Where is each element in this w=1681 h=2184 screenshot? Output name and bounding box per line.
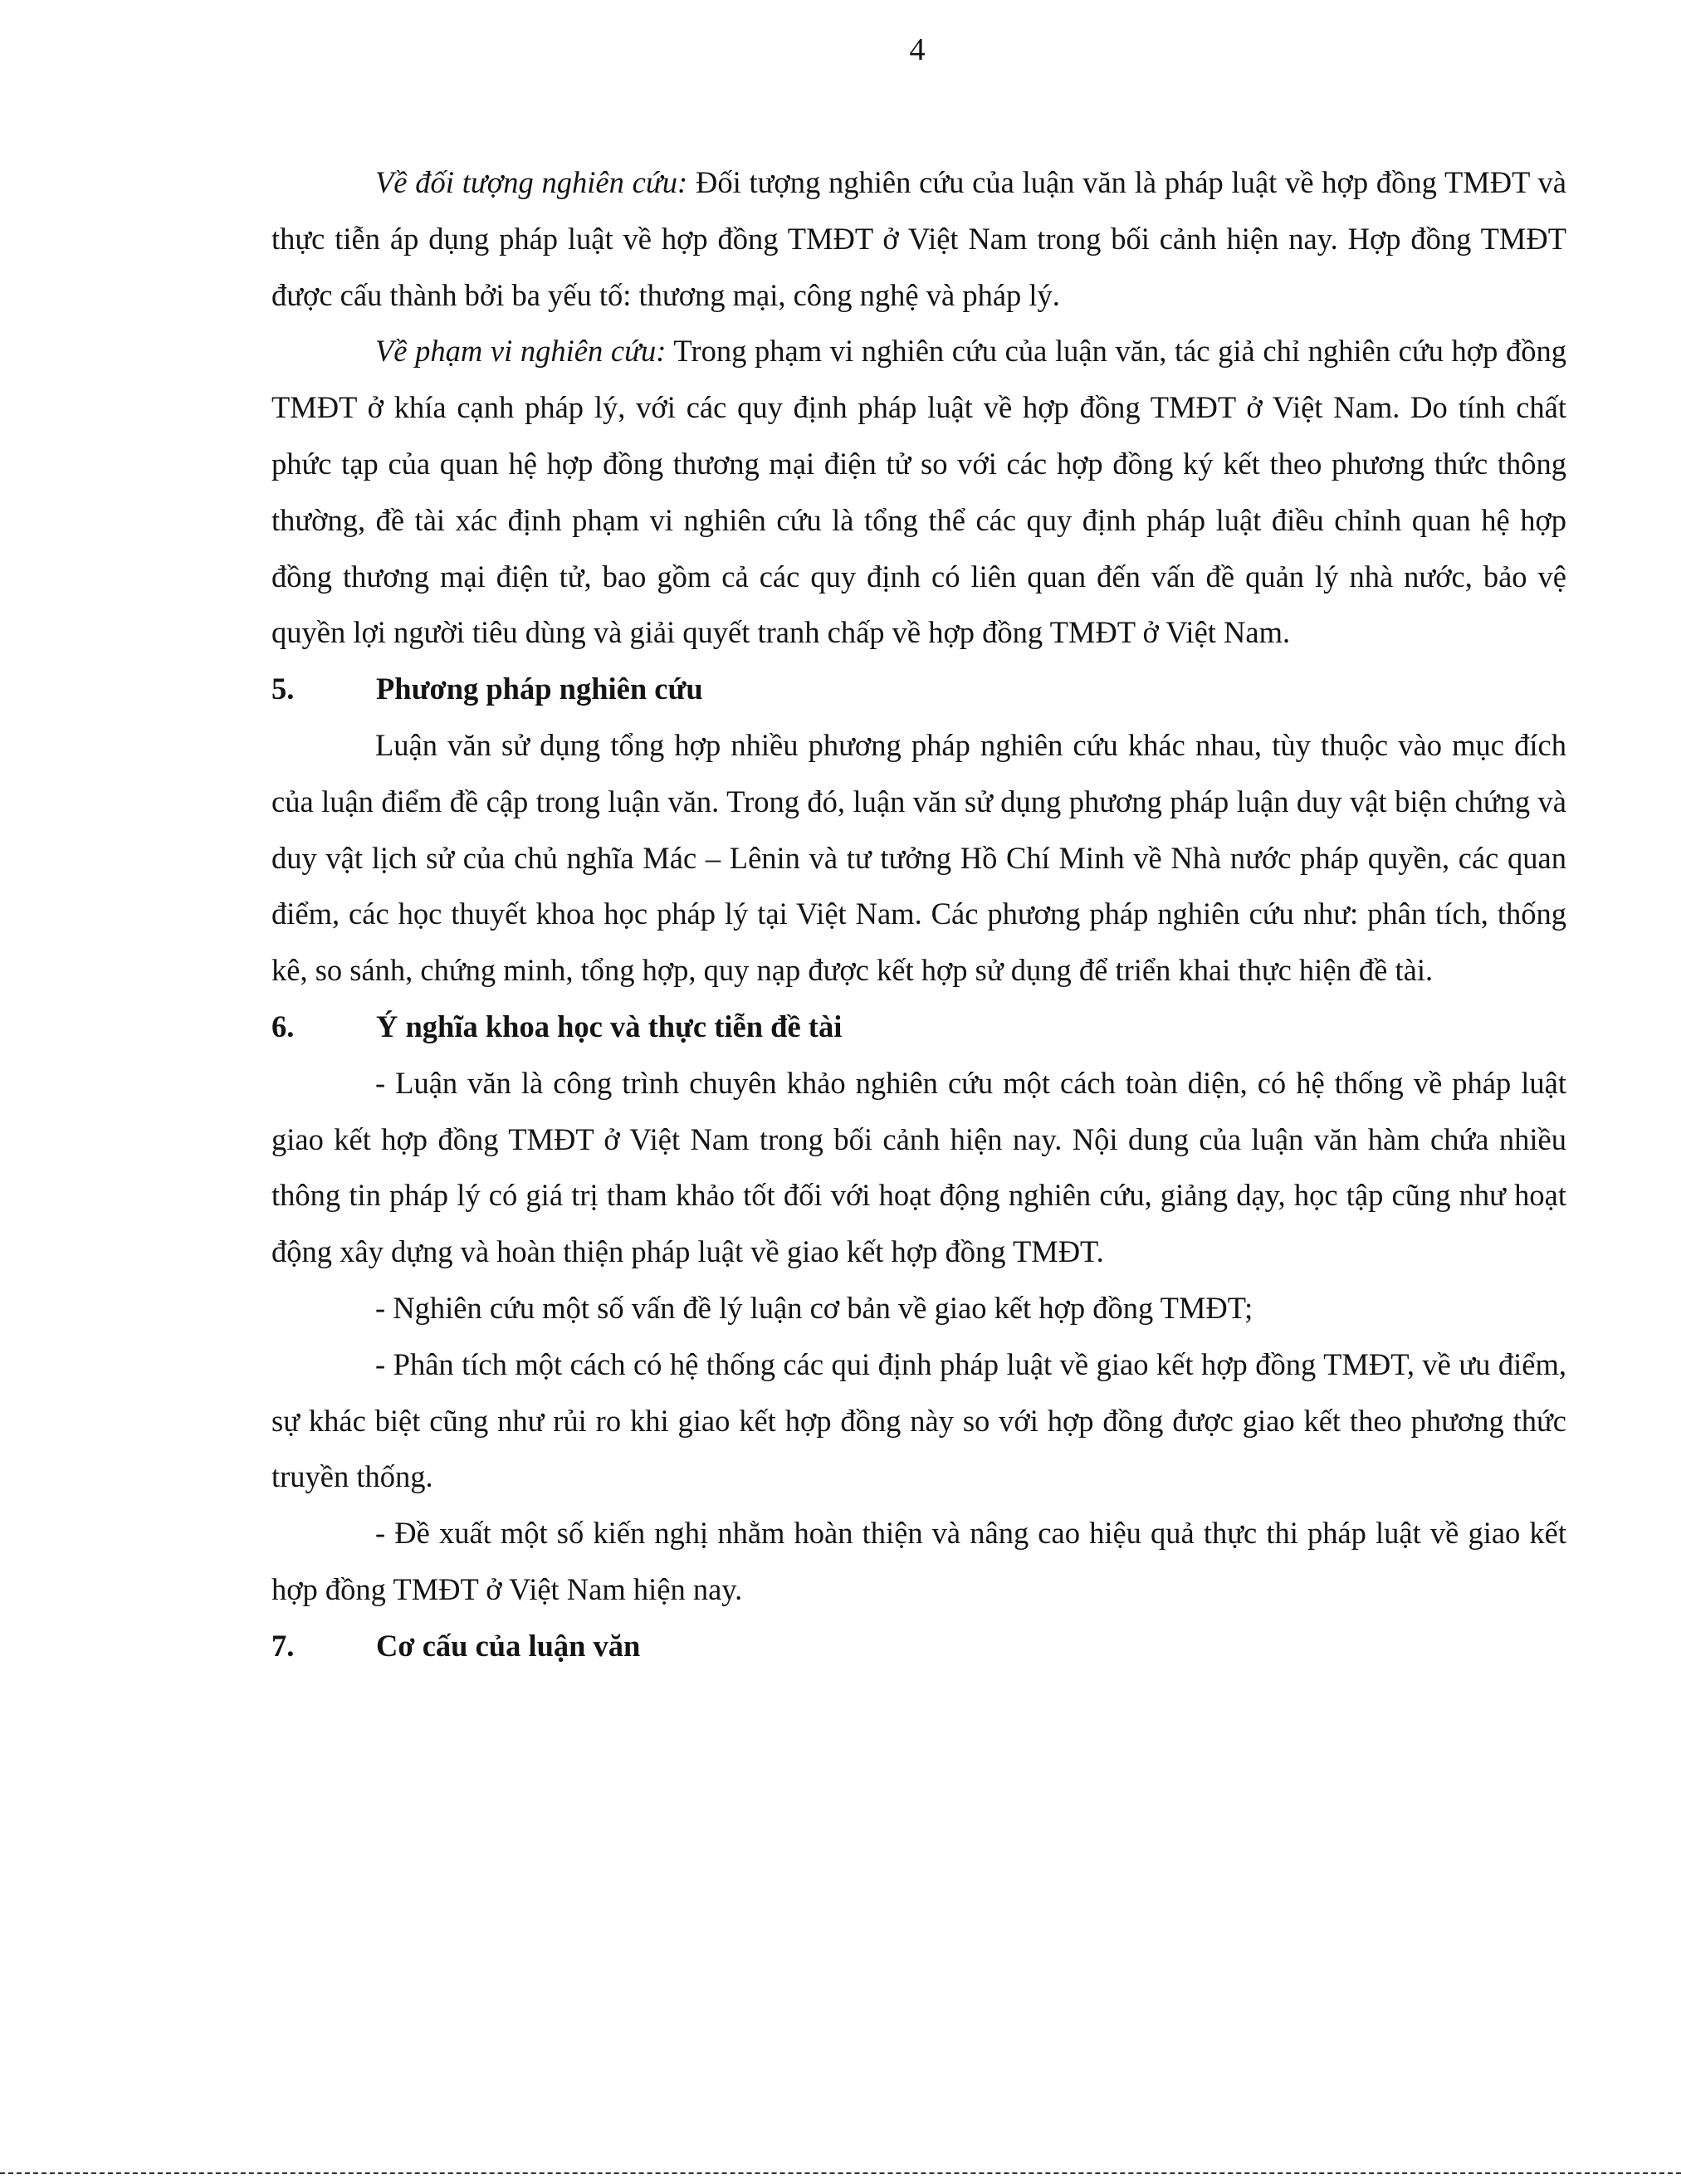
section-heading-structure bbox=[271, 1618, 1566, 1674]
significance-bullet: - Nghiên cứu một số vấn đề lý luận cơ bản về giao kết hợp đồng TMĐT; bbox=[375, 1290, 1253, 1325]
research-object-label: Về đối tượng nghiên cứu: bbox=[375, 165, 688, 199]
page-number: 4 bbox=[909, 32, 926, 67]
significance-bullet: - Phân tích một cách có hệ thống các qui định pháp luật về giao kết hợp đồng TMĐT, về ưu điểm, sự khác biệt cũng như rủi ro khi giao kết hợp đồng này so với hợp đồng được giao kết theo phương thức truyền thống. bbox=[271, 1346, 1566, 1494]
section-number: 5. bbox=[271, 672, 295, 706]
research-scope-label: Về phạm vi nghiên cứu: bbox=[375, 334, 667, 369]
section-heading-significance bbox=[271, 999, 1566, 1055]
page-bottom-dashed-rule bbox=[0, 2172, 1681, 2174]
section-heading-methods bbox=[271, 661, 1566, 717]
section-title: Ý nghĩa khoa học và thực tiễn đề tài bbox=[376, 1009, 843, 1043]
research-object-paragraph bbox=[271, 154, 1566, 323]
research-scope-paragraph bbox=[271, 323, 1566, 661]
research-scope-text: Trong phạm vi nghiên cứu của luận văn, tác giả chỉ nghiên cứu hợp đồng TMĐT ở khía cạnh pháp lý, với các quy định pháp luật về hợp đồng TMĐT ở Việt Nam. Do tính chất phức tạp của quan hệ hợp đồng thương mại điện tử so với các hợp đồng ký kết theo phương thức thông thường, đề tài xác định phạm vi nghiên cứu là tổng thể các quy định pháp luật điều chỉnh quan hệ hợp đồng thương mại điện tử, bao gồm cả các quy định có liên quan đến vấn đề quản lý nhà nước, bảo vệ quyền lợi người tiêu dùng và giải quyết tranh chấp về hợp đồng TMĐT ở Việt Nam. bbox=[271, 334, 1567, 650]
significance-paragraph: - Luận văn là công trình chuyên khảo nghiên cứu một cách toàn diện, có hệ thống về pháp luật giao kết hợp đồng TMĐT ở Việt Nam trong bối cảnh hiện nay. Nội dung của luận văn hàm chứa nhiều thông tin pháp lý có giá trị tham khảo tốt đối với hoạt động nghiên cứu, giảng dạy, học tập cũng như hoạt động xây dựng và hoàn thiện pháp luật về giao kết hợp đồng TMĐT. bbox=[271, 1065, 1566, 1269]
research-object-text: Đối tượng nghiên cứu của luận văn là pháp luật về hợp đồng TMĐT và thực tiễn áp dụng pháp luật về hợp đồng TMĐT ở Việt Nam trong bối cảnh hiện nay. Hợp đồng TMĐT được cấu thành bởi ba yếu tố: thương mại, công nghệ và pháp lý. bbox=[271, 165, 1566, 312]
significance-bullet: - Đề xuất một số kiến nghị nhằm hoàn thiện và nâng cao hiệu quả thực thi pháp luật về giao kết hợp đồng TMĐT ở Việt Nam hiện nay. bbox=[271, 1516, 1566, 1606]
page-body bbox=[271, 154, 1566, 1674]
section-number: 7. bbox=[271, 1628, 295, 1663]
methods-paragraph: Luận văn sử dụng tổng hợp nhiều phương pháp nghiên cứu khác nhau, tùy thuộc vào mục đích của luận điểm đề cập trong luận văn. Trong đó, luận văn sử dụng phương pháp luận duy vật biện chứng và duy vật lịch sử của chủ nghĩa Mác – Lênin và tư tưởng Hồ Chí Minh về Nhà nước pháp quyền, các quan điểm, các học thuyết khoa học pháp lý tại Việt Nam. Các phương pháp nghiên cứu như: phân tích, thống kê, so sánh, chứng minh, tổng hợp, quy nạp được kết hợp sử dụng để triển khai thực hiện đề tài. bbox=[271, 727, 1566, 988]
section-number: 6. bbox=[271, 1009, 295, 1043]
section-title: Phương pháp nghiên cứu bbox=[376, 672, 703, 706]
section-title: Cơ cấu của luận văn bbox=[376, 1628, 641, 1663]
